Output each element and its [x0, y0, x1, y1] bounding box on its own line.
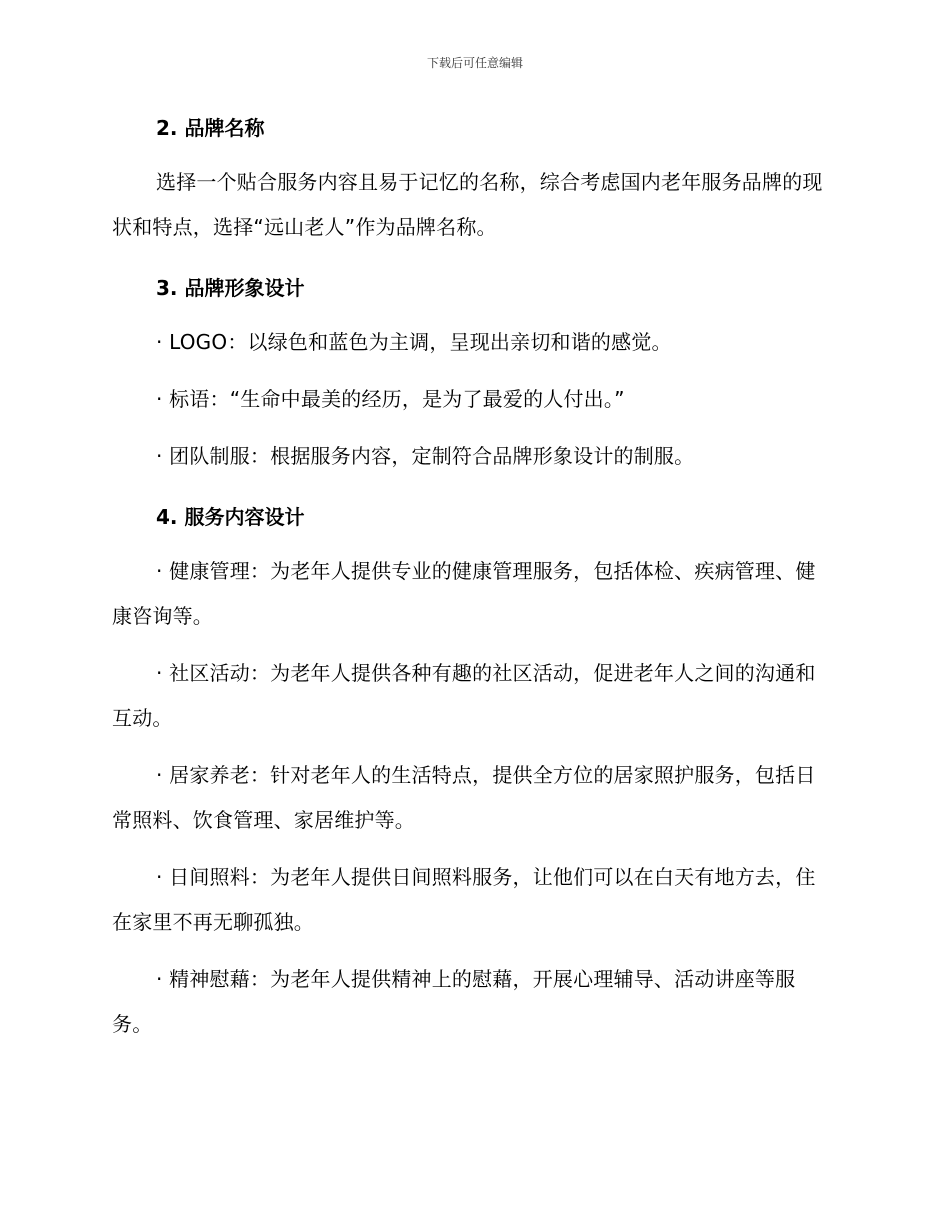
service-item-home-care: · 居家养老：针对老年人的生活特点，提供全方位的居家照护服务，包括日常照料、饮食管理、家居维护等。	[112, 763, 816, 832]
brand-image-item-slogan: · 标语：“生命中最美的经历，是为了最爱的人付出。”	[156, 387, 625, 411]
brand-image-item-logo: · LOGO：以绿色和蓝色为主调，呈现出亲切和谐的感觉。	[156, 330, 672, 354]
section-heading-service-content: 4. 服务内容设计	[156, 505, 305, 529]
section-heading-brand-image: 3. 品牌形象设计	[156, 276, 305, 300]
brand-name-paragraph: 选择一个贴合服务内容且易于记忆的名称，综合考虑国内老年服务品牌的现状和特点，选择“远山老人”作为品牌名称。	[112, 170, 823, 239]
service-item-health-management: · 健康管理：为老年人提供专业的健康管理服务，包括体检、疾病管理、健康咨询等。	[112, 559, 816, 628]
service-item-community-activities: · 社区活动：为老年人提供各种有趣的社区活动，促进老年人之间的沟通和互动。	[112, 661, 816, 730]
service-item-day-care: · 日间照料：为老年人提供日间照料服务，让他们可以在白天有地方去，住在家里不再无聊孤独。	[112, 865, 816, 934]
section-heading-brand-name: 2. 品牌名称	[156, 116, 265, 140]
service-item-spiritual-comfort: · 精神慰藉：为老年人提供精神上的慰藉，开展心理辅导、活动讲座等服务。	[112, 967, 796, 1036]
document-body	[112, 112, 834, 1047]
brand-image-item-uniform: · 团队制服：根据服务内容，定制符合品牌形象设计的制服。	[156, 444, 695, 468]
page-header-note: 下载后可任意编辑	[426, 56, 523, 70]
